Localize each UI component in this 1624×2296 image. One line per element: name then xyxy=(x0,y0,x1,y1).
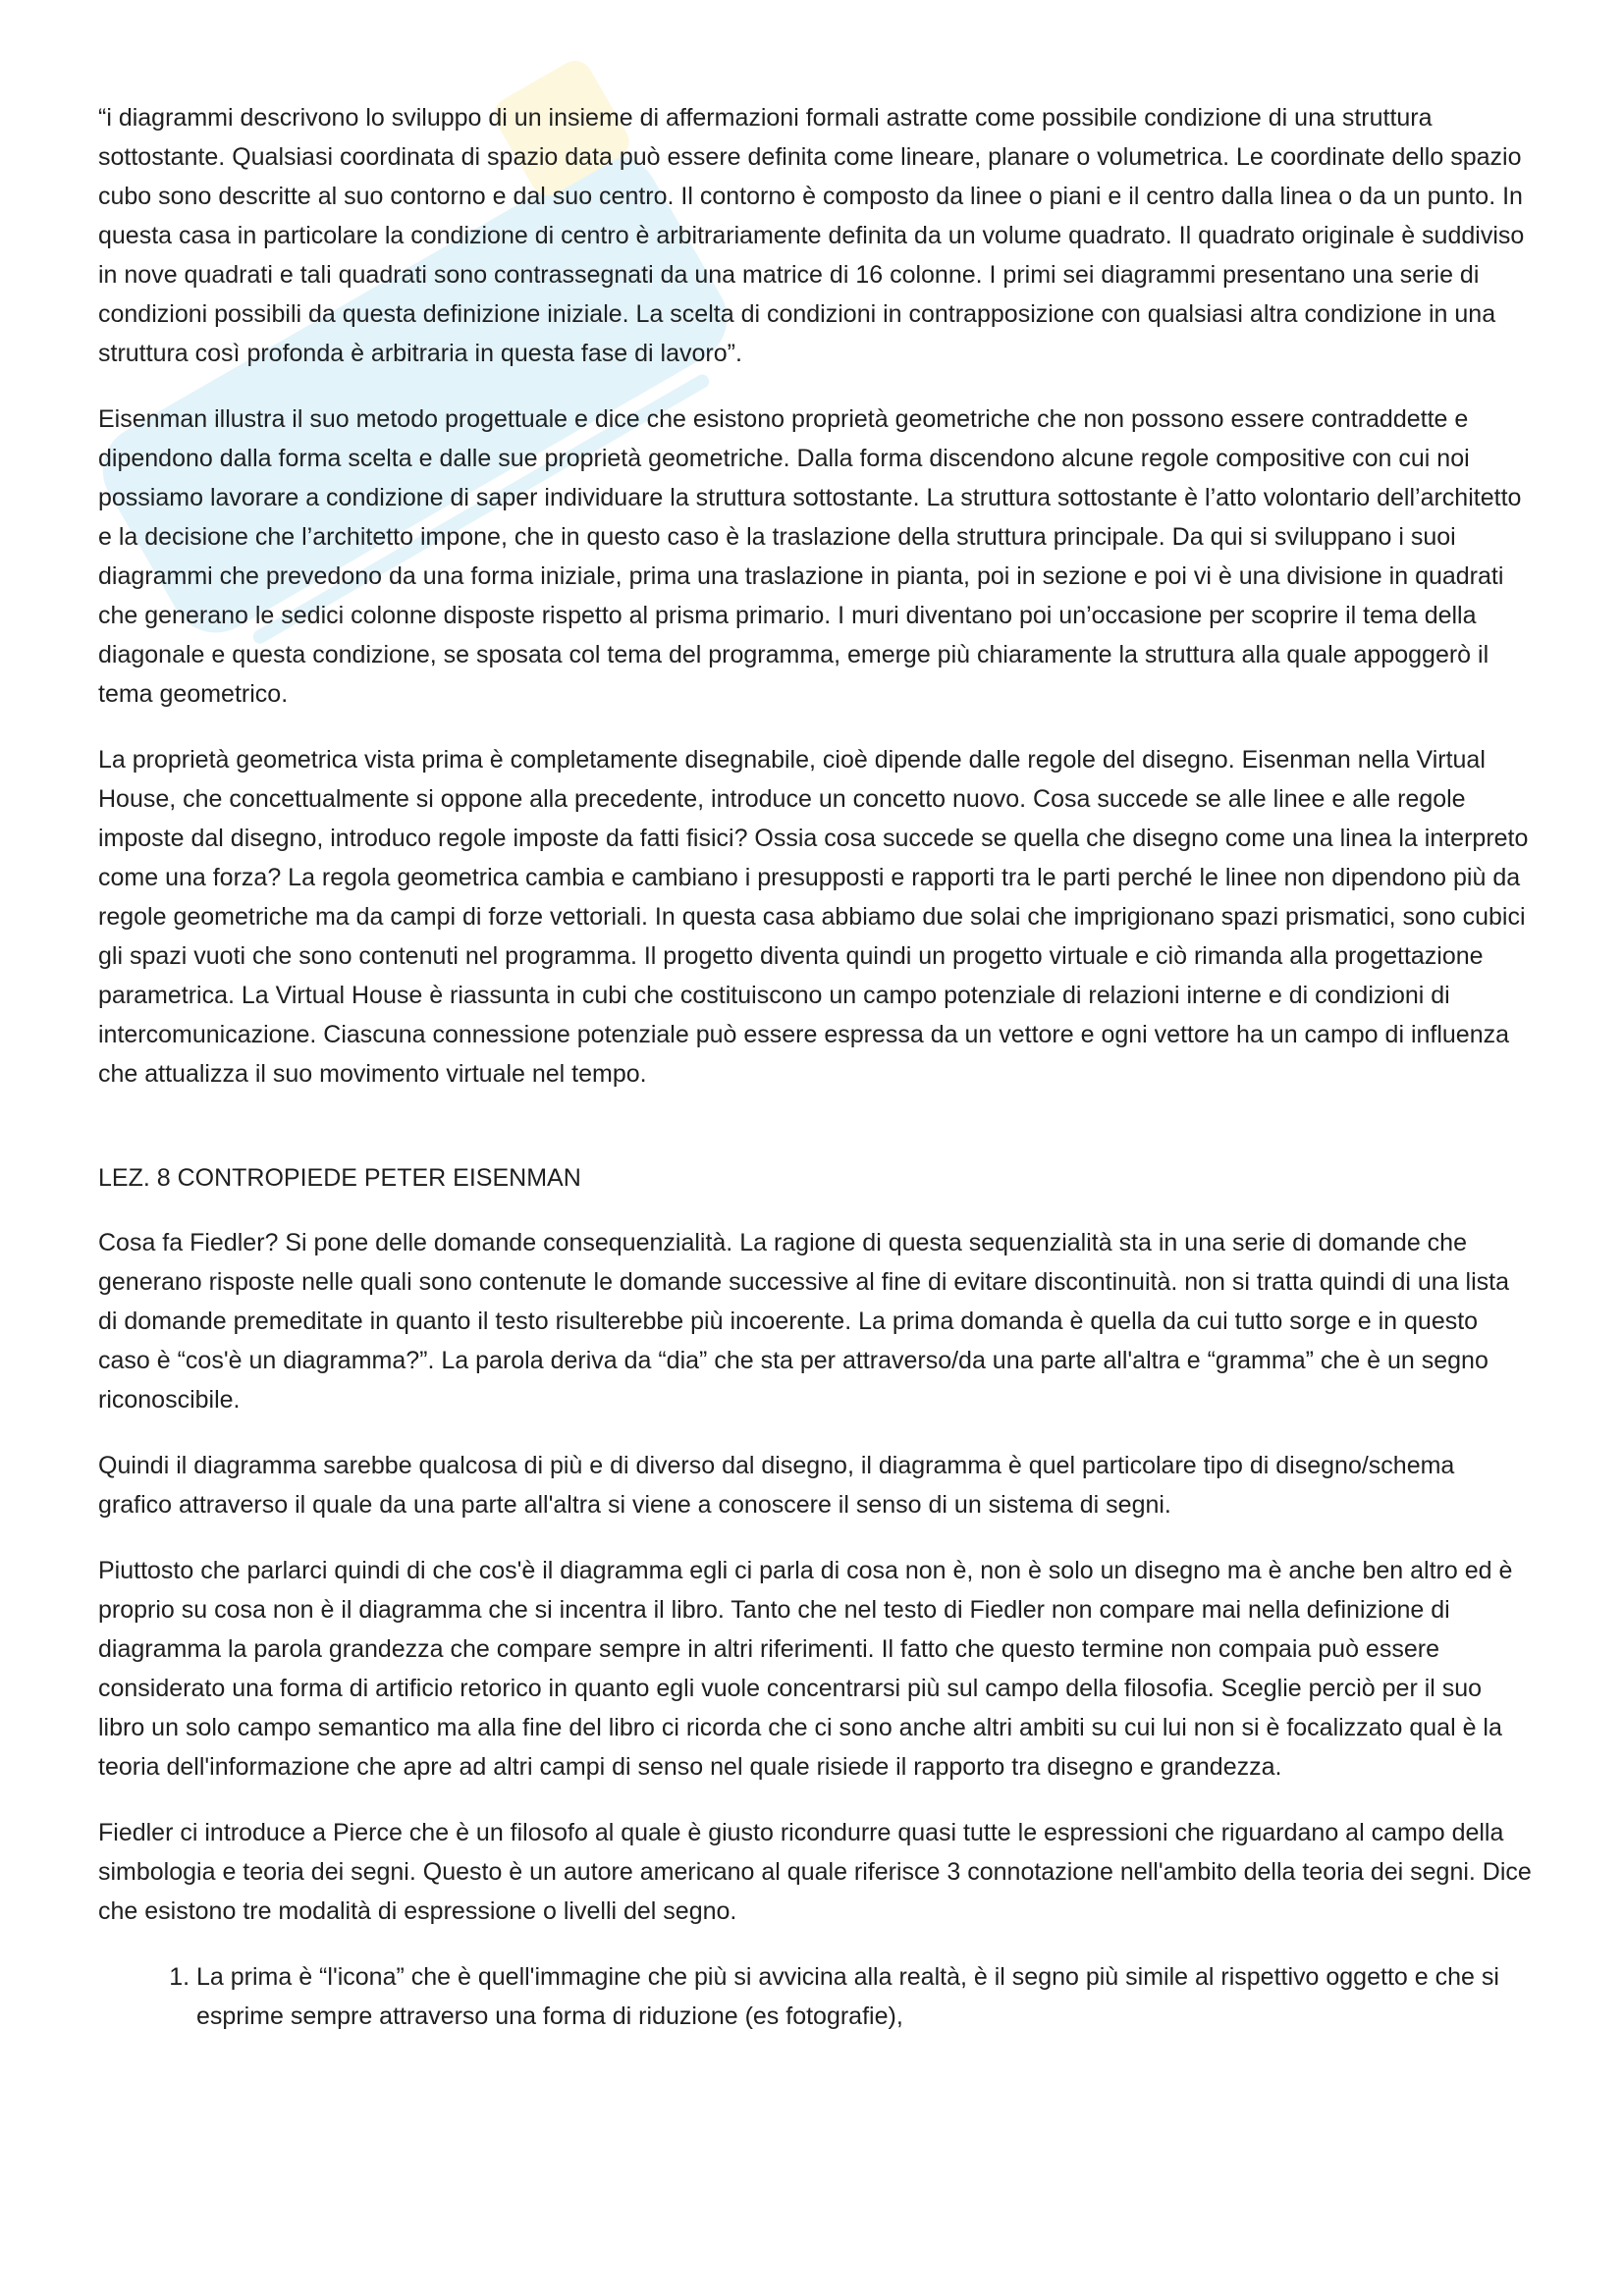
list-item: 1. La prima è “l'icona” che è quell'immagine che più si avvicina alla realtà, è il segno più simile al rispettivo oggetto e che si esprime sempre attraverso una forma di riduzione (es fotografie), xyxy=(196,1957,1534,2036)
section-heading: LEZ. 8 CONTROPIEDE PETER EISENMAN xyxy=(98,1164,581,1192)
paragraph-diagram-what-not: Piuttosto che parlarci quindi di che cos'è il diagramma egli ci parla di cosa non è, non è solo un disegno ma è anche ben altro ed è proprio su cosa non è il diagramma che si incentra il libro. Tanto che nel testo di Fiedler non compare mai nella definizione di diagramma la parola grandezza che compare sempre in altri riferimenti. Il fatto che questo termine non compaia può essere considerato una forma di artificio retorico in quanto egli vuole concentrarsi più sul campo della filosofia. Sceglie perciò per il suo libro un solo campo semantico ma alla fine del libro ci ricorda che ci sono anche altri ambiti su cui lui non si è focalizzato qual è la teoria dell'informazione che apre ad altri campi di senso nel quale risiede il rapporto tra disegno e grandezza. xyxy=(98,1557,1513,1781)
paragraph-fiedler-questions: Cosa fa Fiedler? Si pone delle domande consequenzialità. La ragione di questa sequenzialità sta in una serie di domande che generano risposte nelle quali sono contenute le domande successive al fine di evitare discontinuità. non si tratta quindi di una lista di domande premeditate in quanto il testo risulterebbe più incoerente. La prima domanda è quella da cui tutto sorge e in questo caso è “cos'è un diagramma?”. La parola deriva da “dia” che sta per attraverso/da una parte all'altra e “gramma” che è un segno riconoscibile. xyxy=(98,1229,1510,1414)
paragraph-pierce: Fiedler ci introduce a Pierce che è un filosofo al quale è giusto ricondurre quasi tutte le espressioni che riguardano al campo della simbologia e teoria dei segni. Questo è un autore americano al quale riferisce 3 connotazione nell'ambito della teoria dei segni. Dice che esistono tre modalità di espressione o livelli del segno. xyxy=(98,1819,1532,1925)
numbered-list xyxy=(98,1957,1534,2036)
document-page xyxy=(98,98,1534,2036)
paragraph-quote: “i diagrammi descrivono lo sviluppo di un insieme di affermazioni formali astratte come possibile condizione di una struttura sottostante. Qualsiasi coordinata di spazio data può essere definita come lineare, planare o volumetrica. Le coordinate dello spazio cubo sono descritte al suo contorno e dal suo centro. Il contorno è composto da linee o piani e il centro dalla linea o da un punto. In questa casa in particolare la condizione di centro è arbitrariamente definita da un volume quadrato. Il quadrato originale è suddiviso in nove quadrati e tali quadrati sono contrassegnati da una matrice di 16 colonne. I primi sei diagrammi presentano una serie di condizioni possibili da questa definizione iniziale. La scelta di condizioni in contrapposizione con qualsiasi altra condizione in una struttura così profonda è arbitraria in questa fase di lavoro”. xyxy=(98,104,1525,367)
paragraph-eisenman-method: Eisenman illustra il suo metodo progettuale e dice che esistono proprietà geometriche che non possono essere contraddette e dipendono dalla forma scelta e dalle sue proprietà geometriche. Dalla forma discendono alcune regole compositive con cui noi possiamo lavorare a condizione di saper individuare la struttura sottostante. La struttura sottostante è l’atto volontario dell’architetto e la decisione che l’architetto impone, che in questo caso è la traslazione della struttura principale. Da qui si sviluppano i suoi diagrammi che prevedono da una forma iniziale, prima una traslazione in pianta, poi in sezione e poi vi è una divisione in quadrati che generano le sedici colonne disposte rispetto al prisma primario. I muri diventano poi un’occasione per scoprire il tema della diagonale e questa condizione, se sposata col tema del programma, emerge più chiaramente la struttura alla quale appoggerò il tema geometrico. xyxy=(98,405,1522,708)
paragraph-diagram-definition: Quindi il diagramma sarebbe qualcosa di più e di diverso dal disegno, il diagramma è quel particolare tipo di disegno/schema grafico attraverso il quale da una parte all'altra si viene a conoscere il senso di un sistema di segni. xyxy=(98,1452,1455,1519)
paragraph-virtual-house: La proprietà geometrica vista prima è completamente disegnabile, cioè dipende dalle regole del disegno. Eisenman nella Virtual House, che concettualmente si oppone alla precedente, introduce un concetto nuovo. Cosa succede se alle linee e alle regole imposte dal disegno, introduco regole imposte da fatti fisici? Ossia cosa succede se quella che disegno come una linea la interpreto come una forza? La regola geometrica cambia e cambiano i presupposti e rapporti tra le parti perché le linee non dipendono più da regole geometriche ma da campi di forze vettoriali. In questa casa abbiamo due solai che imprigionano spazi prismatici, sono cubici gli spazi vuoti che sono contenuti nel programma. Il progetto diventa quindi un progetto virtuale e ciò rimanda alla progettazione parametrica. La Virtual House è riassunta in cubi che costituiscono un campo potenziale di relazioni interne e di condizioni di intercomunicazione. Ciascuna connessione potenziale può essere espressa da un vettore e ogni vettore ha un campo di influenza che attualizza il suo movimento virtuale nel tempo. xyxy=(98,746,1529,1088)
